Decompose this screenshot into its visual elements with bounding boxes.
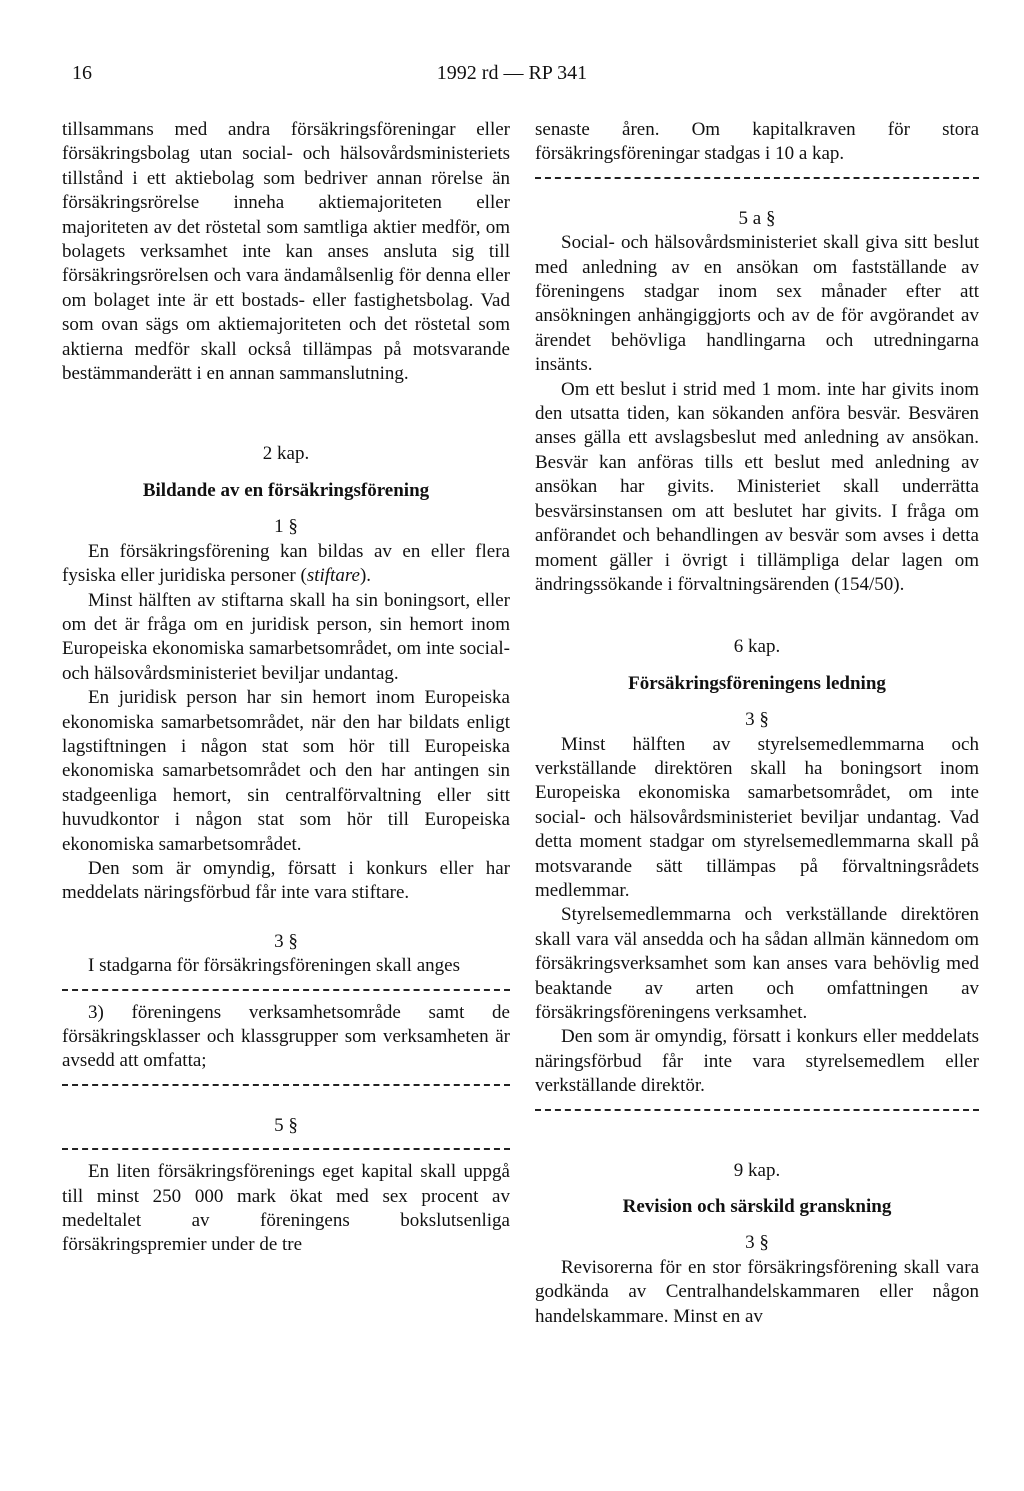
paragraph: Den som är omyndig, försatt i konkurs eller har meddelats näringsförbud får inte vara stiftare. bbox=[62, 857, 510, 904]
section-number: 3 § bbox=[745, 1232, 769, 1254]
paragraph: Revisorerna för en stor försäkringsförening skall vara godkända av Centralhandelskammaren eller någon handelskammare. Minst en av bbox=[535, 1256, 979, 1327]
paragraph bbox=[62, 540, 510, 589]
left-column bbox=[62, 118, 510, 1258]
chapter-number: 6 kap. bbox=[733, 636, 781, 658]
paragraph: Den som är omyndig, försatt i konkurs eller meddelats näringsförbud får inte vara styrelsemedlem eller verkställande direktör. bbox=[535, 1026, 979, 1097]
omission-divider bbox=[62, 1148, 510, 1150]
defined-term: stiftare bbox=[306, 565, 360, 587]
chapter-number: 9 kap. bbox=[733, 1159, 781, 1181]
paragraph: Social- och hälsovårdsministeriet skall giva sitt beslut med anledning av en ansökan om fastställande av föreningens stadgar inom sex månader efter att ansökningen anhängiggjorts och av de för avgörandet av ärendet behövliga handlingarna och utredningarna insänts. bbox=[535, 232, 979, 376]
omission-divider bbox=[62, 989, 510, 991]
paragraph: Om ett beslut i strid med 1 mom. inte har givits inom den utsatta tiden, kan sökanden anföra besvär. Besvären anses gälla ett avslagsbeslut med anledning av ansökan. Besvär kan anföras tills ett beslut med anledning av ansökan har givits. Ministeriet skall underrätta besvärsinstansen om att beslutet har givits. I fråga om anförandet och behandlingen av besvär som avses i detta moment gäller i övrigt i tillämpliga delar lagen om ändringssökande i förvaltningsärenden (154/50). bbox=[535, 378, 979, 595]
paragraph: En liten försäkringsförenings eget kapital skall uppgå till minst 250 000 mark ökat med sex procent av medeltalet av föreningens bokslutsenliga försäkringspremier under de tre bbox=[62, 1161, 510, 1256]
right-column bbox=[535, 118, 979, 1329]
paragraph: Minst hälften av styrelsemedlemmarna och verkställande direktören skall ha boningsort inom Europeiska ekonomiska samarbetsområdet, om inte social- och hälsovårdsministeriet beviljar undantag. Vad detta moment stadgar om styrelsemedlemmarna skall på motsvarande sätt tillämpas på förvaltningsrådets medlemmar. bbox=[535, 733, 979, 901]
omission-divider bbox=[535, 177, 979, 179]
page-number: 16 bbox=[72, 62, 92, 84]
section-number: 3 § bbox=[745, 709, 769, 731]
paragraph: senaste åren. Om kapitalkraven för stora försäkringsföreningar stadgas i 10 a kap. bbox=[535, 119, 979, 165]
paragraph: Minst hälften av stiftarna skall ha sin boningsort, eller om det är fråga om en juridisk person, sin hemort inom Europeiska ekonomiska samarbetsområdet, om inte social- och hälsovårdsministeriet beviljar undantag. bbox=[62, 589, 510, 684]
section-number: 5 a § bbox=[738, 207, 776, 229]
document-reference: 1992 rd — RP 341 bbox=[436, 62, 588, 84]
list-item: 3) föreningens verksamhetsområde samt de försäkringsklasser och klassgrupper som verksamheten är avsedd att omfatta; bbox=[62, 1001, 510, 1072]
chapter-title: Försäkringsföreningens ledning bbox=[628, 672, 886, 694]
section-number: 1 § bbox=[274, 516, 298, 538]
paragraph: Styrelsemedlemmarna och verkställande direktören skall vara väl ansedda och ha sådan allmän kännedom om försäkringsverksamhet som kan anses vara behövlig med beaktande av arten och omfattningen av försäkringsföreningens verksamhet. bbox=[535, 904, 979, 1023]
chapter-title: Revision och särskild granskning bbox=[622, 1196, 892, 1218]
chapter-title: Bildande av en försäkringsförening bbox=[142, 479, 430, 501]
section-number: 5 § bbox=[274, 1114, 298, 1136]
section-number: 3 § bbox=[274, 930, 298, 952]
paragraph: I stadgarna för försäkringsföreningen skall anges bbox=[88, 955, 460, 977]
omission-divider bbox=[535, 1109, 979, 1111]
paragraph: En juridisk person har sin hemort inom Europeiska ekonomiska samarbetsområdet, när den har bildats enligt lagstiftningen i någon stat som hör till Europeiska ekonomiska samarbetsområdet och den har antingen sin stadgeenliga hemort, sin centralförvaltning eller sitt huvudkontor i någon stat som hör till Europeiska ekonomiska samarbetsområdet. bbox=[62, 687, 510, 855]
omission-divider bbox=[62, 1084, 510, 1086]
text-run: ). bbox=[359, 565, 372, 587]
chapter-number: 2 kap. bbox=[262, 443, 310, 465]
text-run: En försäkringsförening kan bildas av en eller flera fysiska eller juridiska personer ( bbox=[62, 540, 510, 587]
paragraph: tillsammans med andra försäkringsföreningar eller försäkringsbolag utan social- och hälsovårdsministeriets tillstånd i ett aktiebolag som bedriver annan rörelse än försäkringsrörelse inneha aktiemajoriteten eller majoriteten av det röstetal som samtliga aktier medför, om bolagets verksamhet inte kan anses ansluta sig till försäkringsrörelsen och vara ändamålsenlig för denna eller om bolaget inte är ett bostads- eller fastighetsbolag. Vad som ovan sägs om aktiemajoriteten och det röstetal som aktierna medför skall också tillämpas på motsvarande bestämmanderätt i en annan sammanslutning. bbox=[62, 119, 510, 385]
